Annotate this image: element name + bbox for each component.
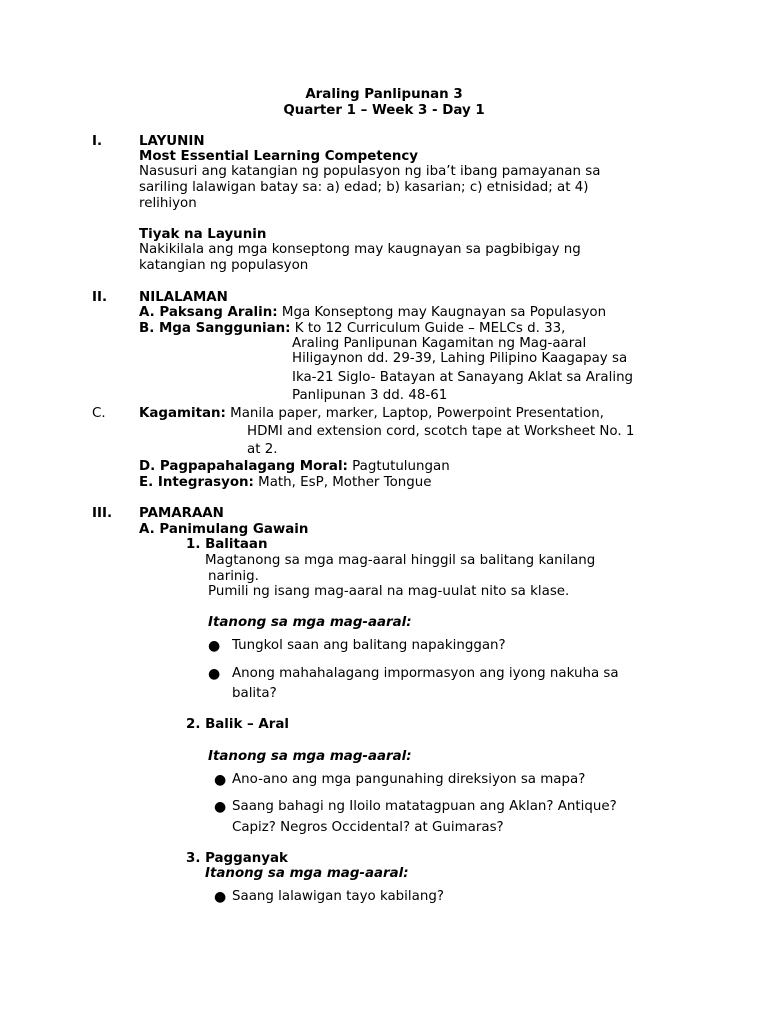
bullet-icon: ● — [214, 889, 227, 905]
balik-aral-heading: 2. Balik – Aral — [186, 717, 290, 732]
sanggunian-row — [139, 321, 565, 337]
balitaan-question-cont: balita? — [232, 686, 277, 701]
pagpapahalaga-row — [139, 459, 450, 475]
panimulang-gawain-heading: A. Panimulang Gawain — [139, 522, 309, 537]
pagganyak-prompt: Itanong sa mga mag-aaral: — [205, 866, 409, 881]
tiyak-line: katangian ng populasyon — [139, 258, 309, 273]
bullet-icon: ● — [214, 799, 227, 815]
balitaan-question: Tungkol saan ang balitang napakinggan? — [232, 638, 506, 653]
integrasyon-value: Math, EsP, Mother Tongue — [258, 475, 432, 490]
melc-heading: Most Essential Learning Competency — [139, 149, 419, 164]
balitaan-line: narinig. — [208, 569, 259, 584]
tiyak-heading: Tiyak na Layunin — [139, 227, 267, 242]
kagamitan-line: HDMI and extension cord, scotch tape at Worksheet No. 1 — [247, 424, 635, 439]
melc-line: relihiyon — [139, 196, 197, 211]
melc-line: sariling lalawigan batay sa: a) edad; b) kasarian; c) etnisidad; at 4) — [139, 180, 589, 195]
integrasyon-label: E. Integrasyon: — [139, 475, 254, 490]
pagpapahalaga-value: Pagtutulungan — [352, 459, 450, 474]
melc-line: Nasusuri ang katangian ng populasyon ng iba’t ibang pamayanan sa — [139, 164, 601, 179]
section-heading-nilalaman: NILALAMAN — [139, 290, 228, 305]
balitaan-prompt: Itanong sa mga mag-aaral: — [208, 615, 412, 630]
kagamitan-line: at 2. — [247, 442, 278, 457]
sanggunian-line: Araling Panlipunan Kagamitan ng Mag-aaral — [292, 336, 587, 351]
kagamitan-line: Manila paper, marker, Laptop, Powerpoint Presentation, — [230, 406, 604, 421]
paksang-aralin-label: A. Paksang Aralin: — [139, 305, 278, 320]
section-numeral-3: III. — [92, 506, 113, 521]
sanggunian-line: Panlipunan 3 dd. 48-61 — [292, 388, 448, 403]
bullet-icon: ● — [208, 666, 221, 682]
balik-aral-question: Saang bahagi ng Iloilo matatagpuan ang Aklan? Antique? — [232, 799, 617, 814]
balik-aral-question: Ano-ano ang mga pangunahing direksiyon sa mapa? — [232, 772, 586, 787]
paksang-aralin-row — [139, 305, 606, 321]
sanggunian-line: Ika-21 Siglo- Batayan at Sanayang Aklat sa Araling — [292, 370, 634, 385]
sanggunian-line: Hiligaynon dd. 29-39, Lahing Pilipino Kaagapay sa — [292, 351, 628, 366]
sanggunian-line: K to 12 Curriculum Guide – MELCs d. 33, — [294, 321, 566, 336]
pagganyak-question: Saang lalawigan tayo kabilang? — [232, 889, 444, 904]
document-subtitle: Quarter 1 – Week 3 - Day 1 — [283, 103, 485, 118]
tiyak-line: Nakikilala ang mga konseptong may kaugnayan sa pagbibigay ng — [139, 242, 581, 257]
kagamitan-label: Kagamitan: — [139, 406, 226, 421]
section-heading-layunin: LAYUNIN — [139, 134, 205, 149]
balitaan-question: Anong mahahalagang impormasyon ang iyong nakuha sa — [232, 666, 619, 681]
document-title: Araling Panlipunan 3 — [305, 87, 463, 102]
kagamitan-marker: C. — [92, 406, 106, 421]
pagpapahalaga-label: D. Pagpapahalagang Moral: — [139, 459, 348, 474]
balik-aral-prompt: Itanong sa mga mag-aaral: — [208, 749, 412, 764]
balitaan-line: Pumili ng isang mag-aaral na mag-uulat nito sa klase. — [208, 584, 570, 599]
balitaan-line: Magtanong sa mga mag-aaral hinggil sa balitang kanilang — [205, 553, 596, 568]
section-heading-pamaraan: PAMARAAN — [139, 506, 224, 521]
sanggunian-label: B. Mga Sanggunian: — [139, 321, 291, 336]
pagganyak-heading: 3. Pagganyak — [186, 851, 288, 866]
kagamitan-row — [139, 406, 604, 422]
balik-aral-question-cont: Capiz? Negros Occidental? at Guimaras? — [232, 820, 504, 835]
section-numeral-1: I. — [92, 134, 103, 149]
balitaan-heading: 1. Balitaan — [186, 537, 268, 552]
section-numeral-2: II. — [92, 290, 108, 305]
paksang-aralin-value: Mga Konseptong may Kaugnayan sa Populasyon — [281, 305, 607, 320]
bullet-icon: ● — [208, 638, 221, 654]
integrasyon-row — [139, 475, 432, 491]
bullet-icon: ● — [214, 772, 227, 788]
